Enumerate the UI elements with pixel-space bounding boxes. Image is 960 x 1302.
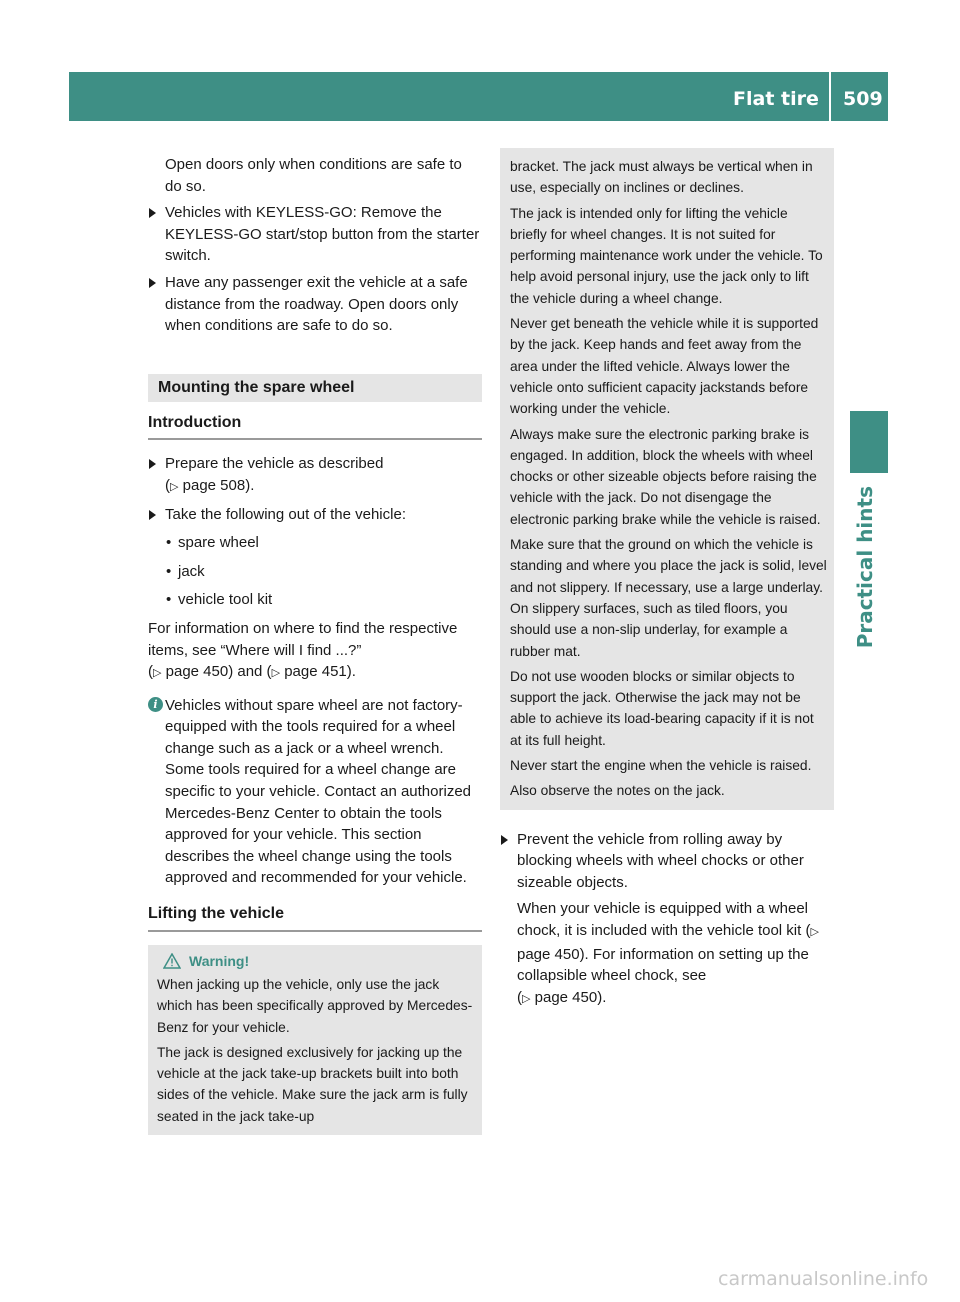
left-column xyxy=(148,154,482,1135)
step-arrow-icon xyxy=(149,278,156,288)
info-note: i Vehicles without spare wheel are not factory-equipped with the tools required for a wheel change such as a jack or a wheel wrench. Some tools required for a wheel change are specific to your vehicle. Contact an authorized Mercedes-Benz Center to obtain the tools approved for your vehicle. This section describes the wheel change using the tools approved and recommended for your vehicle. xyxy=(148,695,482,889)
warning-paragraph: bracket. The jack must always be vertical when in use, especially on inclines or declines. xyxy=(510,159,813,196)
page-reference-link[interactable]: page 508). xyxy=(182,476,255,494)
chapter-title: Flat tire xyxy=(733,88,819,110)
section-heading: Mounting the spare wheel xyxy=(148,374,482,402)
warning-icon xyxy=(163,953,181,969)
warning-paragraph: Do not use wooden blocks or similar objects to support the jack. Otherwise the jack may not be able to achieve its load-bearing capacity if it is not at its full height. xyxy=(510,668,814,748)
list-item: • spare wheel xyxy=(166,534,259,552)
footer-watermark: carmanualsonline.info xyxy=(718,1268,929,1290)
intro-continuation: Open doors only when conditions are safe to do so. xyxy=(165,156,462,195)
step-arrow-icon xyxy=(149,208,156,218)
warning-paragraph: The jack is designed exclusively for jacking up the vehicle at the jack take-up brackets built into both sides of the vehicle. Make sure the jack arm is fully seated in the jack take-up xyxy=(157,1044,468,1124)
step-arrow-icon xyxy=(501,835,508,845)
page-reference-link[interactable]: page 450). For information on setting up the collapsible wheel chock, see xyxy=(517,945,809,985)
right-column xyxy=(500,148,834,1010)
page-ref-icon: ▷ xyxy=(522,992,531,1005)
warning-box xyxy=(148,945,482,1135)
step-item: Vehicles with KEYLESS-GO: Remove the KEYLESS-GO start/stop button from the starter switch. xyxy=(148,202,482,267)
warning-paragraph: Also observe the notes on the jack. xyxy=(510,783,725,799)
step-arrow-icon xyxy=(149,459,156,469)
introduction-heading: Introduction xyxy=(148,412,482,441)
step-item: Have any passenger exit the vehicle at a safe distance from the roadway. Open doors only when conditions are safe to do so. xyxy=(148,272,482,337)
step-item: Prepare the vehicle as described (▷ page 508). xyxy=(148,453,482,498)
warning-paragraph: Never get beneath the vehicle while it is supported by the jack. Keep hands and feet away from the area under the lifted vehicle. Always lower the vehicle onto sufficient capacity jackstands before working under the vehicle. xyxy=(510,316,819,417)
page-ref-icon: ▷ xyxy=(271,667,281,680)
header-divider xyxy=(829,72,831,121)
warning-paragraph: Never start the engine when the vehicle is raised. xyxy=(510,758,812,774)
lifting-heading: Lifting the vehicle xyxy=(148,903,482,932)
step-arrow-icon xyxy=(149,510,156,520)
warning-paragraph: The jack is intended only for lifting the vehicle briefly for wheel changes. It is not suited for performing maintenance work under the vehicle. To help avoid personal injury, use the jack only to lift the vehicle during a wheel change. xyxy=(510,205,823,306)
page-number: 509 xyxy=(843,88,883,110)
side-tab-marker xyxy=(850,411,888,473)
step-item: Take the following out of the vehicle: xyxy=(148,504,482,526)
chock-paragraph: When your vehicle is equipped with a wheel chock, it is included with the vehicle tool kit (▷ page 450). For information on setting up the collapsible wheel chock, see (▷ page 450). xyxy=(517,900,819,1006)
side-section-label: Practical hints xyxy=(853,486,877,649)
info-paragraph: For information on where to find the respective items, see “Where will I find ...?” (▷ page 450) and (▷ page 451). xyxy=(148,619,458,681)
page-ref-icon: ▷ xyxy=(810,925,819,938)
list-item: • jack xyxy=(166,562,205,580)
warning-box-continued xyxy=(500,148,834,810)
list-item: • vehicle tool kit xyxy=(166,591,273,609)
page-reference-link[interactable]: page 450). xyxy=(534,988,607,1006)
page-reference-link[interactable]: page 451). xyxy=(284,663,356,681)
warning-paragraph: Always make sure the electronic parking brake is engaged. In addition, block the wheels with wheel chocks or other sizeable objects before raising the vehicle with the jack. Do not disengage the electronic parking brake while the vehicle is raised. xyxy=(510,426,821,527)
warning-paragraph: When jacking up the vehicle, only use the jack which has been specifically approved by Mercedes-Benz for your vehicle. xyxy=(157,976,473,1035)
page-ref-icon: ▷ xyxy=(170,480,179,493)
page-reference-link[interactable]: page 450) and ( xyxy=(165,663,272,681)
warning-title: Warning! xyxy=(157,951,474,972)
info-icon: i xyxy=(148,697,163,712)
warning-paragraph: Make sure that the ground on which the vehicle is standing and where you place the jack is solid, level and not slippery. If necessary, use a large underlay. On slippery surfaces, such as tiled floors, you should use a non-slip underlay, for example a rubber mat. xyxy=(510,537,827,659)
step-item: Prevent the vehicle from rolling away by blocking wheels with wheel chocks or other sizeable objects. xyxy=(500,829,834,894)
page-ref-icon: ▷ xyxy=(153,667,162,680)
